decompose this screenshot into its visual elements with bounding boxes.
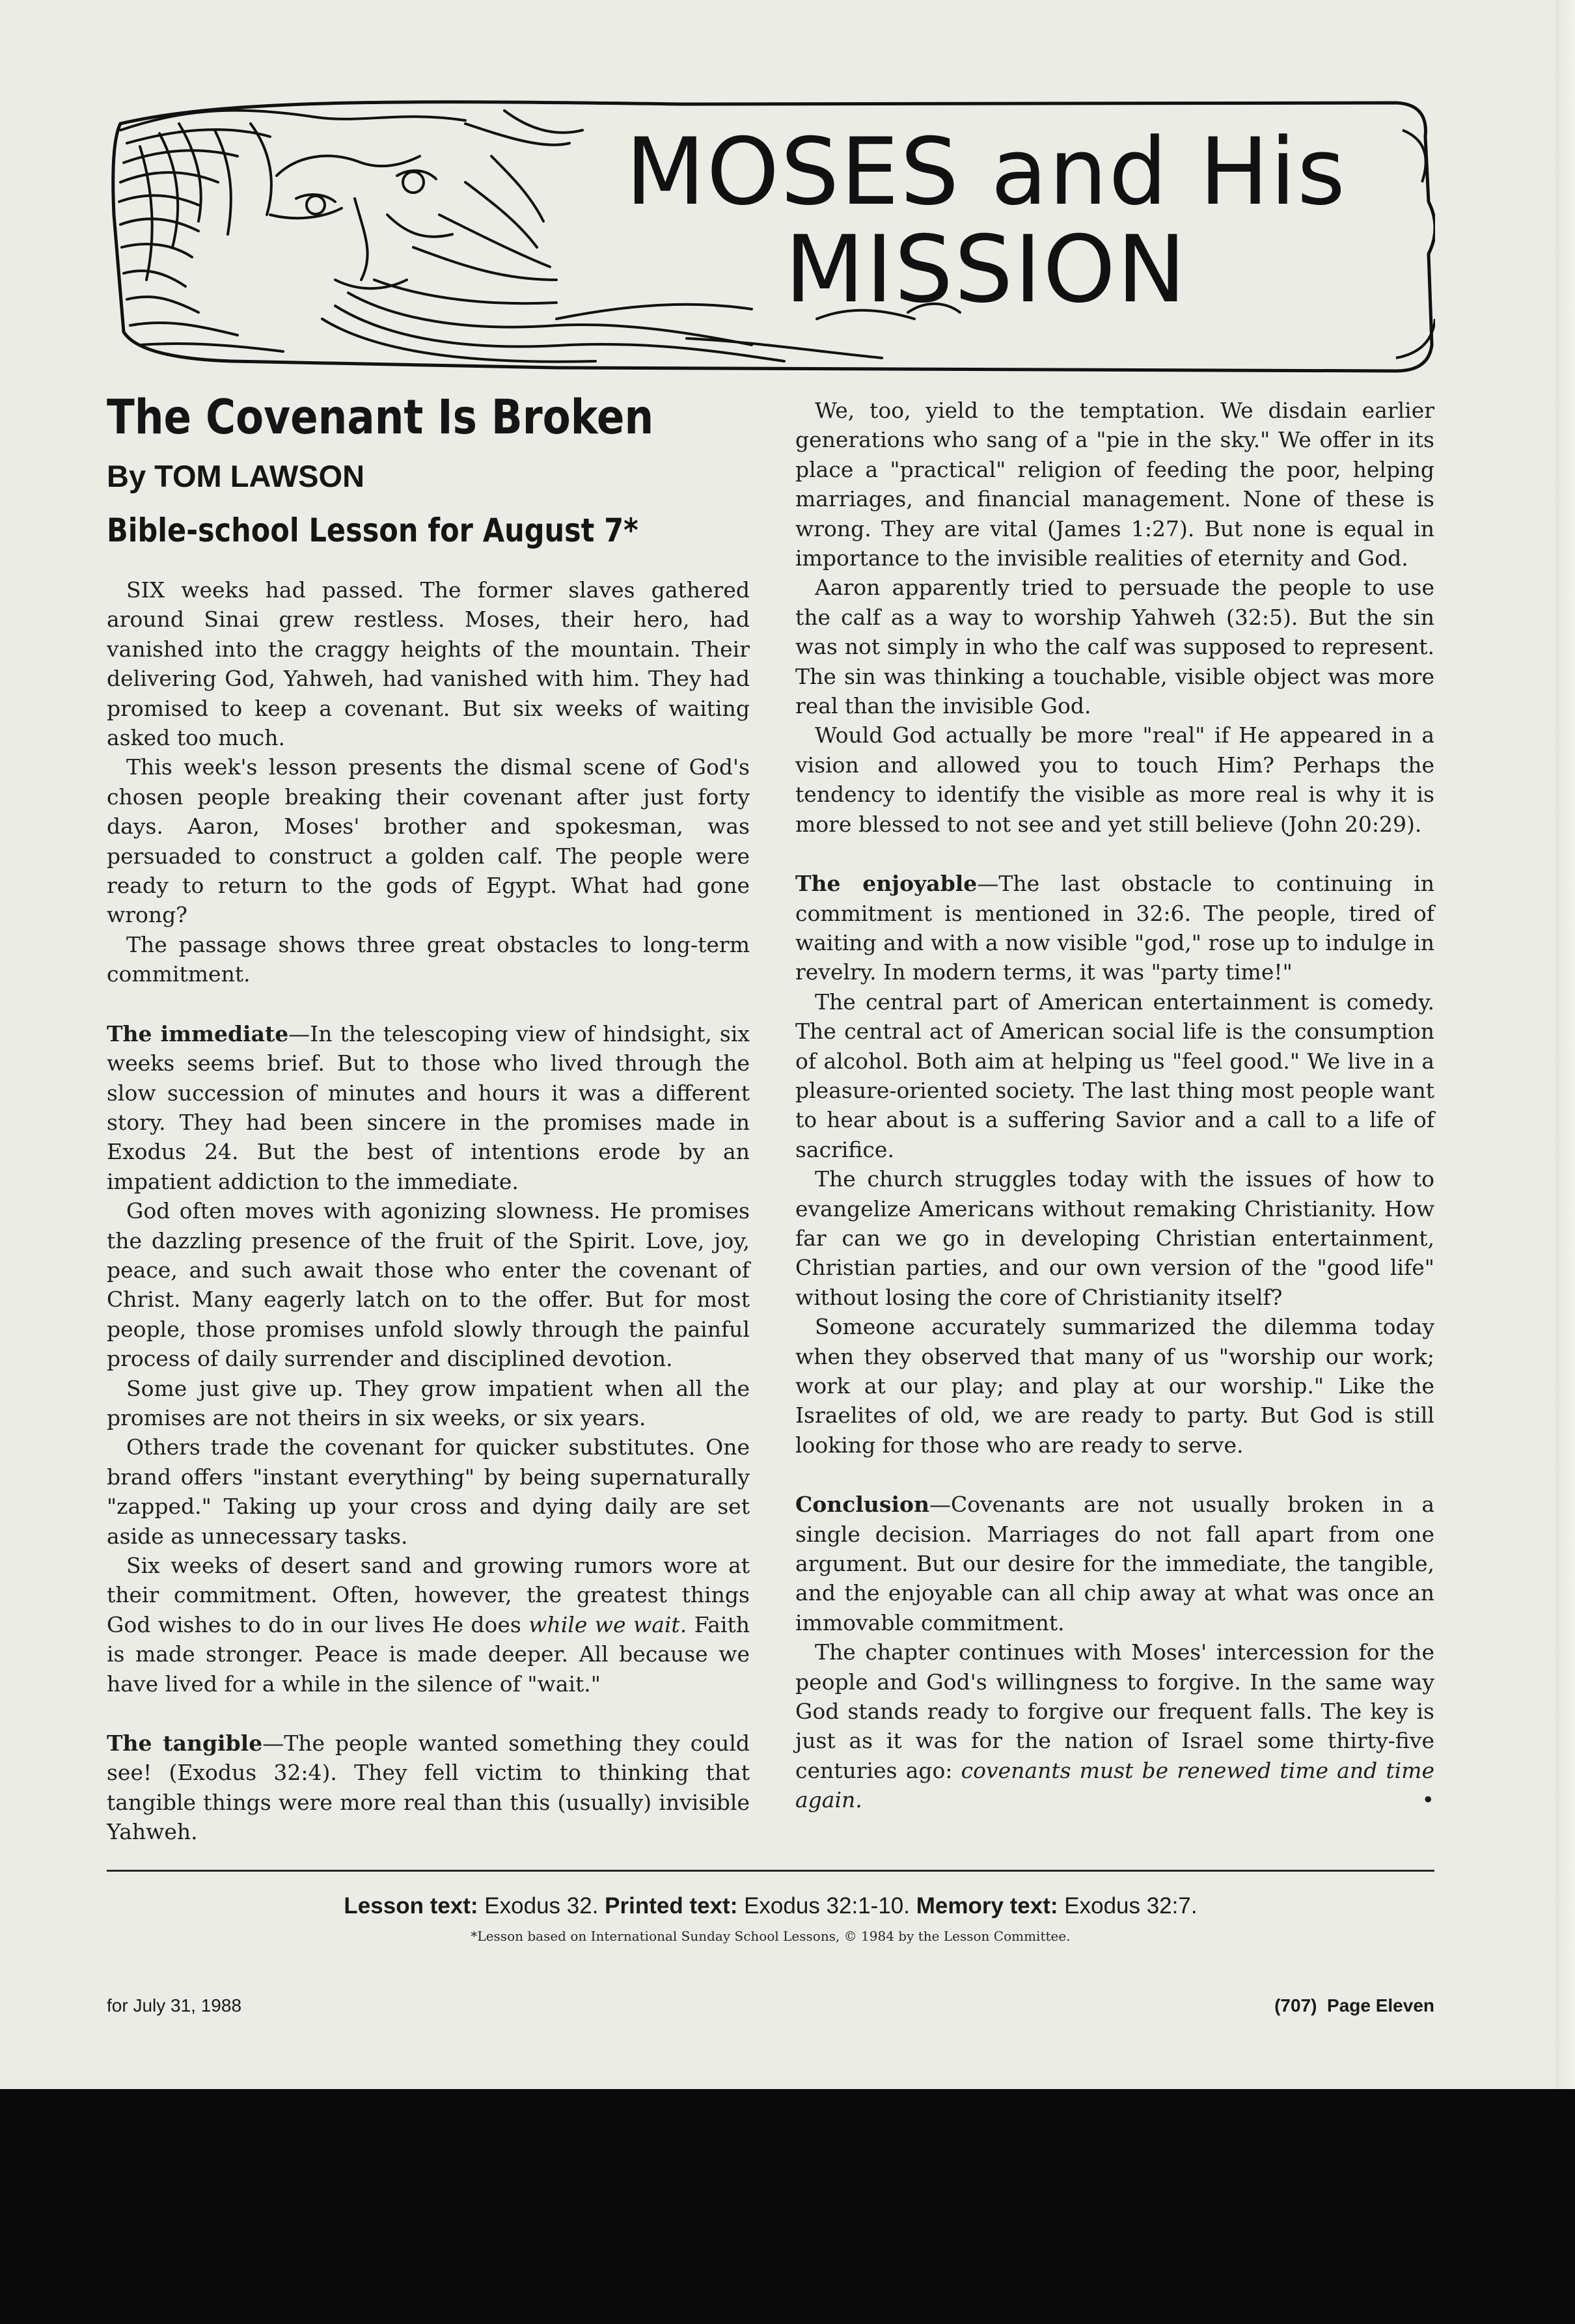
page-number: (707) Page Eleven [1274,1995,1434,2016]
paragraph: Would God actually be more "real" if He appeared in a vision and allowed you to touch Him? Perhaps the tendency to identify the visible as more real is why it is more blessed to not see and yet still believe (John 20:29). [795,722,1434,837]
paragraph [795,1637,1434,1814]
section-heading: The enjoyable [795,871,978,897]
section-conclusion [795,1490,1434,1637]
section-immediate [107,1019,750,1196]
copyright-footnote: *Lesson based on International Sunday School Lessons, © 1984 by the Lesson Committee. [471,1928,1071,1944]
paragraph: Someone accurately summarized the dilemma today when they observed that many of us "worship our work; work at our play; and play at our worship." Like the Israelites of old, we are ready to party. But God is still looking for those who are ready to serve. [795,1314,1434,1458]
paragraph-text: The chapter continues with Moses' intercession for the people and God's willingness to forgive. In the same way God stands ready to forgive our frequent falls. The key is just as it was for the nation of Israel some thirty-five centuries ago: [795,1639,1434,1783]
paragraph: Aaron apparently tried to persuade the people to use the calf as a way to worship Yahweh (32:5). But the sin was not simply in who the calf was supposed to represent. The sin was thinking a touchable, visible object was more real than the invisible God. [795,575,1434,719]
paragraph: Others trade the covenant for quicker substitutes. One brand offers "instant everything" by being supernaturally "zapped." Taking up your cross and dying daily are set aside as unnecessary tasks. [107,1434,750,1549]
paragraph: The passage shows three great obstacles to long-term commitment. [107,931,750,987]
section-gap [107,989,750,1019]
end-mark-icon: • [1421,1787,1434,1813]
paragraph-text: Faith is made stronger. Peace is made deeper. All because we have lived for a while in the silence of "wait." [107,1611,750,1697]
series-title-line2: MISSION [784,216,1188,323]
divider [107,1870,1434,1872]
printed-text-label: Printed text: [605,1893,738,1919]
section-gap [795,839,1434,869]
lesson-text-value: Exodus 32. [478,1893,605,1919]
paragraph-emphasis: covenants must be renewed time and time again. [795,1757,1435,1813]
section-heading: The tangible [107,1730,263,1757]
section-heading: The immediate [107,1020,289,1046]
paragraph: The central part of American entertainment is comedy. The central act of American social life is the consumption of alcohol. Both aim at helping us "feel good." We live in a pleasure-oriented society. The last thing most people want to hear about is a suffering Savior and a call to a life of sacrifice. [795,989,1434,1162]
section-enjoyable [795,869,1434,987]
paragraph: God often moves with agonizing slowness. He promises the dazzling presence of the fruit of the Spirit. Love, joy, peace, and such await those who enter the covenant of Christ. Many eagerly latch on to the offer. But for most people, those promises unfold slowly through the painful process of daily surrender and disciplined devotion. [107,1198,750,1372]
section-heading: Conclusion [795,1492,930,1518]
paragraph: This week's lesson presents the dismal scene of God's chosen people breaking their covenant after just forty days. Aaron, Moses' brother and spokesman, was persuaded to construct a golden calf. The people were ready to return to the gods of Egypt. What had gone wrong? [107,754,750,928]
paragraph: The church struggles today with the issues of how to evangelize Americans without remaking Christianity. How far can we go in developing Christian entertainment, Christian parties, and our own version of the "good life" without losing the core of Christianity itself? [795,1166,1434,1310]
issue-date: for July 31, 1988 [107,1995,242,2016]
article-byline: By TOM LAWSON [107,459,365,493]
right-column [795,396,1434,1815]
paragraph: Some just give up. They grow impatient when all the promises are not theirs in six weeks, or six years. [107,1375,750,1430]
series-title [609,118,1363,323]
lesson-label: Bible-school Lesson for August 7* [107,512,638,549]
paragraph: SIX weeks had passed. The former slaves gathered around Sinai grew restless. Moses, their hero, had vanished into the craggy heights of the mountain. Their delivering God, Yahweh, had vanished with him. They had promised to keep a covenant. But six weeks of waiting asked too much. [107,577,750,751]
left-column [107,390,750,1847]
article-headline: The Covenant Is Broken [107,390,654,445]
series-title-line1: MOSES and His [625,118,1347,226]
printed-text-value: Exodus 32:1-10. [737,1893,916,1919]
section-tangible [107,1729,750,1847]
paragraph-emphasis: while we wait. [528,1611,687,1637]
section-text: —The people wanted something they could see! (Exodus 32:4). They fell victim to thinking that tangible things were more real than this (usually) invisible Yahweh. [107,1730,750,1845]
paragraph [107,1551,750,1699]
section-gap [795,1460,1434,1490]
paragraph: We, too, yield to the temptation. We disdain earlier generations who sang of a "pie in the sky." We offer in its place a "practical" religion of feeding the poor, helping marriages, and financial management. None of these is wrong. They are vital (James 1:27). But none is equal in importance to the invisible realities of eternity and God. [795,398,1434,571]
paragraph-text: Six weeks of desert sand and growing rumors wore at their commitment. Often, however, the greatest things God wishes to do in our lives He does [107,1553,750,1637]
title-banner [101,85,1435,381]
memory-text-label: Memory text: [916,1893,1058,1919]
section-text: —The last obstacle to continuing in commitment is mentioned in 32:6. The people, tired of waiting and with a now visible "god," rose up to indulge in revelry. In modern terms, it was "party time!" [795,871,1435,985]
section-text: —In the telescoping view of hindsight, six weeks seems brief. But to those who lived through the slow succession of minutes and hours it was a different story. They had been sincere in the promises made in Exodus 24. But the best of intentions erode by an impatient addiction to the immediate. [107,1020,750,1194]
memory-text-value: Exodus 32:7. [1058,1893,1198,1919]
lesson-text-line [107,1891,1434,1922]
section-text: —Covenants are not usually broken in a single decision. Marriages do not fall apart from one argument. But our desire for the immediate, the tangible, and the enjoyable can all chip away at what was once an immovable commitment. [795,1492,1434,1635]
lesson-text-label: Lesson text: [344,1893,478,1919]
section-gap [107,1699,750,1729]
